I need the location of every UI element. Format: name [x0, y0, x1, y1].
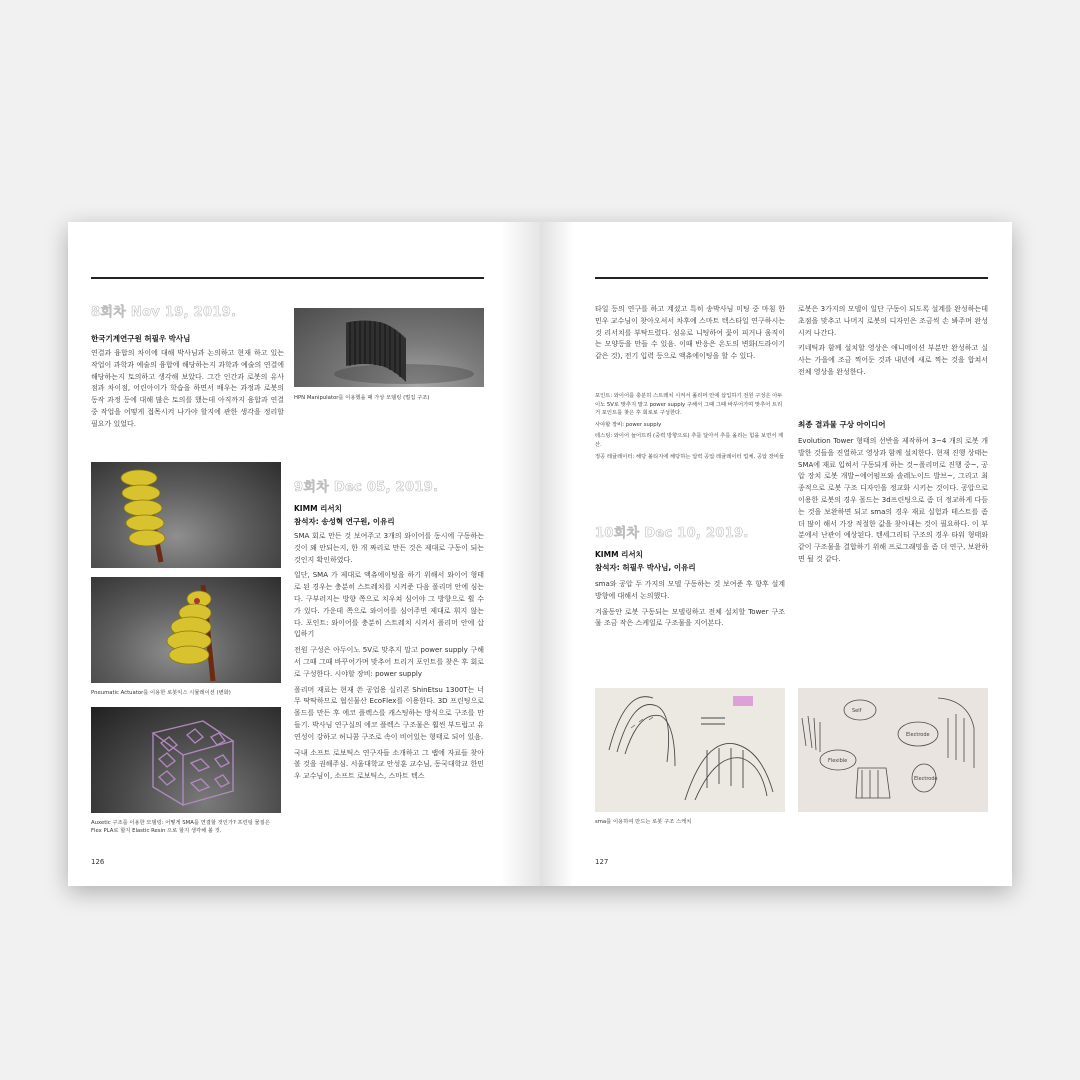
- gutter-shadow-left: [500, 222, 540, 886]
- session-9-paragraph: 폴리머 재료는 현재 쓴 공업용 실리콘 ShinEtsu 1300T는 너무 딱딱하므로 협신물산 EcoFlex를 이용한다. 3D 프린팅으로 몰드를 만든 후 에코 플렉스를 캐스팅하는 방식으로 구조를 만들기. 박사님 연구실의 에코 플렉스 구조물은 훨씬 부드럽고 유연성이 강하고 허니콤 구조로 속이 비어있는 형태로 되어 있음.: [294, 685, 484, 741]
- note-item: 포인트: 와이어를 충분히 스트레치 시켜서 폴리머 안에 삽입하기 전원 구성은 아두이노 5V로 맞추지 말고 power supply 구해서 그때 그때 바꾸어가며 맞추어 트리거 포인트를 찾은 후 회로로 구성한다.: [595, 393, 783, 417]
- note-item: 정공 레귤레이터: 해당 볼티지에 해당하는 압력 공압 레귤레이터 업체, 공압 장비들: [595, 453, 785, 460]
- pneumatic-caption: Pneumatic Actuator를 이용한 로봇익스 시뮬레이션 (변화): [91, 690, 231, 696]
- session-8-body: 연결과 융합의 차이에 대해 박사님과 논의하고 현재 하고 있는 작업이 과학과 예술의 융합에 해당하는지 과학과 예술의 연결에 해당하는지 토의하고 생각해 보았다. 그간 인간과 로봇의 유사점과 차이점, 어린아이가 학습을 하면서 배우는 과정과 로봇의 동작 과정 등에 대해 많은 토의를 했는데 아직까지 융합과 연결 중 작업을 어떻게 접목시켜 나가야 할지에 관한 생각을 정리할 필요가 있었다.: [91, 349, 284, 428]
- session-8-heading: 8회차 Nov 19, 2019.: [91, 305, 237, 320]
- final-ideas-body: Evolution Tower 형태의 선반을 제작하여 3~4 개의 로봇 개발한 것들을 진열하고 영상과 함께 설치한다. 현재 진행 상태는 SMA에 재료 입혀서 구동되게 하는 것~폴리머로 진행 중~, 공압 장치 로봇 개발~에어펌프와 솔레노이드 발브~, 그리고 최종적으로 로봇 구조 디자인을 정교화 시키는 것이다. 공압으로 이용한 로봇의 경우 몰드는 3d프린팅으로 좀 더 정교하게 다듬는 것을 보완하면 되고 sma의 경우 재료 실험과 테스트를 좀 더 많이 해서 가장 적절한 값을 찾아내는 것이 필요하다. 이 부분에서 난관이 예상된다. 텐세그리티 구조의 경우 타워 형태와 같이 구조물을 결합하기 위해 프로그래밍을 좀 더 연구, 보완하면 될 것 같다.: [798, 437, 988, 563]
- notes-block: [595, 392, 785, 461]
- session-10-body: [595, 579, 785, 634]
- note-item: 테스팅: 와이어 늘어뜨려 (중력 방향으로) 추를 달아서 추를 올리는 힘을 보면서 계산.: [595, 433, 784, 448]
- hpn-manipulator-render: [294, 308, 484, 387]
- right-col2: [798, 304, 988, 383]
- session-9-heading: 9회차 Dec 05, 2019.: [294, 480, 439, 495]
- sketch-image-1: [595, 688, 785, 812]
- col2-paragraph: 키네틱과 함께 설치할 영상은 애니메이션 부분만 완성하고 실사는 가을에 조금 찍어둔 것과 내년에 새로 찍는 것을 합쳐서 전체 영상을 완성한다.: [798, 344, 988, 376]
- hpn-caption: HPN Manipulator를 이용했을 때 가상 모델링 (벌집 구조): [294, 395, 430, 401]
- session-9-org: KIMM 리서치: [294, 504, 342, 513]
- right-page: [540, 222, 1012, 886]
- session-10-heading: 10회차 Dec 10, 2019.: [595, 526, 749, 541]
- top-rule: [91, 277, 484, 279]
- sketch-note: Flexible: [828, 758, 848, 764]
- session-9-paragraph: 전원 구성은 아두이노 5V로 맞추지 말고 power supply 구해서 그때 그때 바꾸어가며 맞추어 트리거 포인트를 찾은 후 회로로 구성한다. 시야할 장비: power supply: [294, 646, 484, 678]
- right-col1-paragraph: 타일 등의 연구를 하고 계셨고 특히 송박사님 미팅 중 마침 한민우 교수님이 찾아오셔서 차후에 스마트 텍스타일 연구하시는 것 리서치를 부탁드렸다. 섬유로 니팅하여 꽃이 피거나 움직이는 모양등을 만들 수 있음. 이때 반응은 온도의 변화(드라이기 같은 것), 전기 입력 등으로 액츄에이팅을 할 수 있다.: [595, 305, 785, 361]
- page-number-right: 127: [595, 858, 609, 866]
- page-number-left: 126: [91, 858, 105, 866]
- sketch-caption: sma를 이용하여 만드는 로봇 구조 스케치: [595, 819, 692, 825]
- session-10-org: KIMM 리서치: [595, 550, 643, 559]
- top-rule: [595, 277, 988, 279]
- session-9-paragraph: SMA 회로 만든 것 보여주고 3개의 와이어를 동시에 구동하는 것이 왜 안되는지, 한 개 짜리로 만든 것은 제대로 구동이 되는 것인지 확인하였다.: [294, 532, 484, 564]
- session-10-paragraph: sma와 공압 두 가지의 모델 구동하는 것 보여준 후 향후 설계 방향에 대해서 논의했다.: [595, 580, 785, 600]
- left-page: [68, 222, 540, 886]
- gutter-shadow-right: [540, 222, 574, 886]
- sketch-note: Electrode: [914, 776, 938, 782]
- session-9-attendees: 참석자: 송성혁 연구원, 이유리: [294, 517, 395, 526]
- session-10-attendees: 참석자: 허필우 박사님, 이유리: [595, 563, 696, 572]
- sketch-image-2: [798, 688, 988, 812]
- open-book: [68, 222, 1012, 886]
- pneumatic-render-2: [91, 577, 281, 683]
- session-9-paragraph: 국내 소프트 로보틱스 연구자들 소개하고 그 랩에 자료들 찾아볼 것을 권해주심. 서울대학교 안성훈 교수님, 동국대학교 한민우 교수님이, 소프트 로보틱스, 스마트 텍스: [294, 748, 484, 781]
- pneumatic-render-1: [91, 462, 281, 568]
- sketch-note: Electrode: [906, 732, 930, 738]
- session-9-paragraph: 일단, SMA 가 제대로 액츄에이팅을 하기 위해서 와이어 형태로 된 경우는 충분히 스트레치를 시켜준 다음 폴리머 안에 심는다. 구부러지는 방향 쪽으로 치우쳐 심어야 그 방향으로 휠 수 가 있다. 가운데 쪽으로 와이어를 심어주면 제대로 휘지 않는다. 포인트: 와이어를 충분히 스트레치 시켜서 폴리머 안에 삽입하기: [294, 571, 484, 639]
- session-9-body: [294, 531, 484, 787]
- session-8-subheading: 한국기계연구원 허필우 박사님: [91, 334, 191, 343]
- sketch-note: Self: [852, 708, 862, 714]
- note-item: 사야할 장비: power supply: [595, 421, 662, 428]
- session-10-paragraph: 겨울동안 로봇 구동되는 모델링하고 전체 설치할 Tower 구조물 조금 작은 스케일로 구조물을 지어본다.: [595, 607, 785, 628]
- auxetic-caption: Auxetic 구조를 이용한 모델링: 어떻게 SMA를 연결할 것인가? 프린팅 물질은 Flex PLA로 할지 Elastic Resin 으로 할지 생각해 볼 것.: [91, 820, 270, 834]
- col2-paragraph: 로봇은 3가지의 모델이 일단 구동이 되도록 설계를 완성하는데 초점을 맞추고 나머지 로봇의 디자인은 조금씩 손 봐주며 완성시켜 나간다.: [798, 305, 988, 337]
- auxetic-render: [91, 707, 281, 813]
- final-ideas-heading: 최종 결과물 구상 아이디어: [798, 420, 886, 429]
